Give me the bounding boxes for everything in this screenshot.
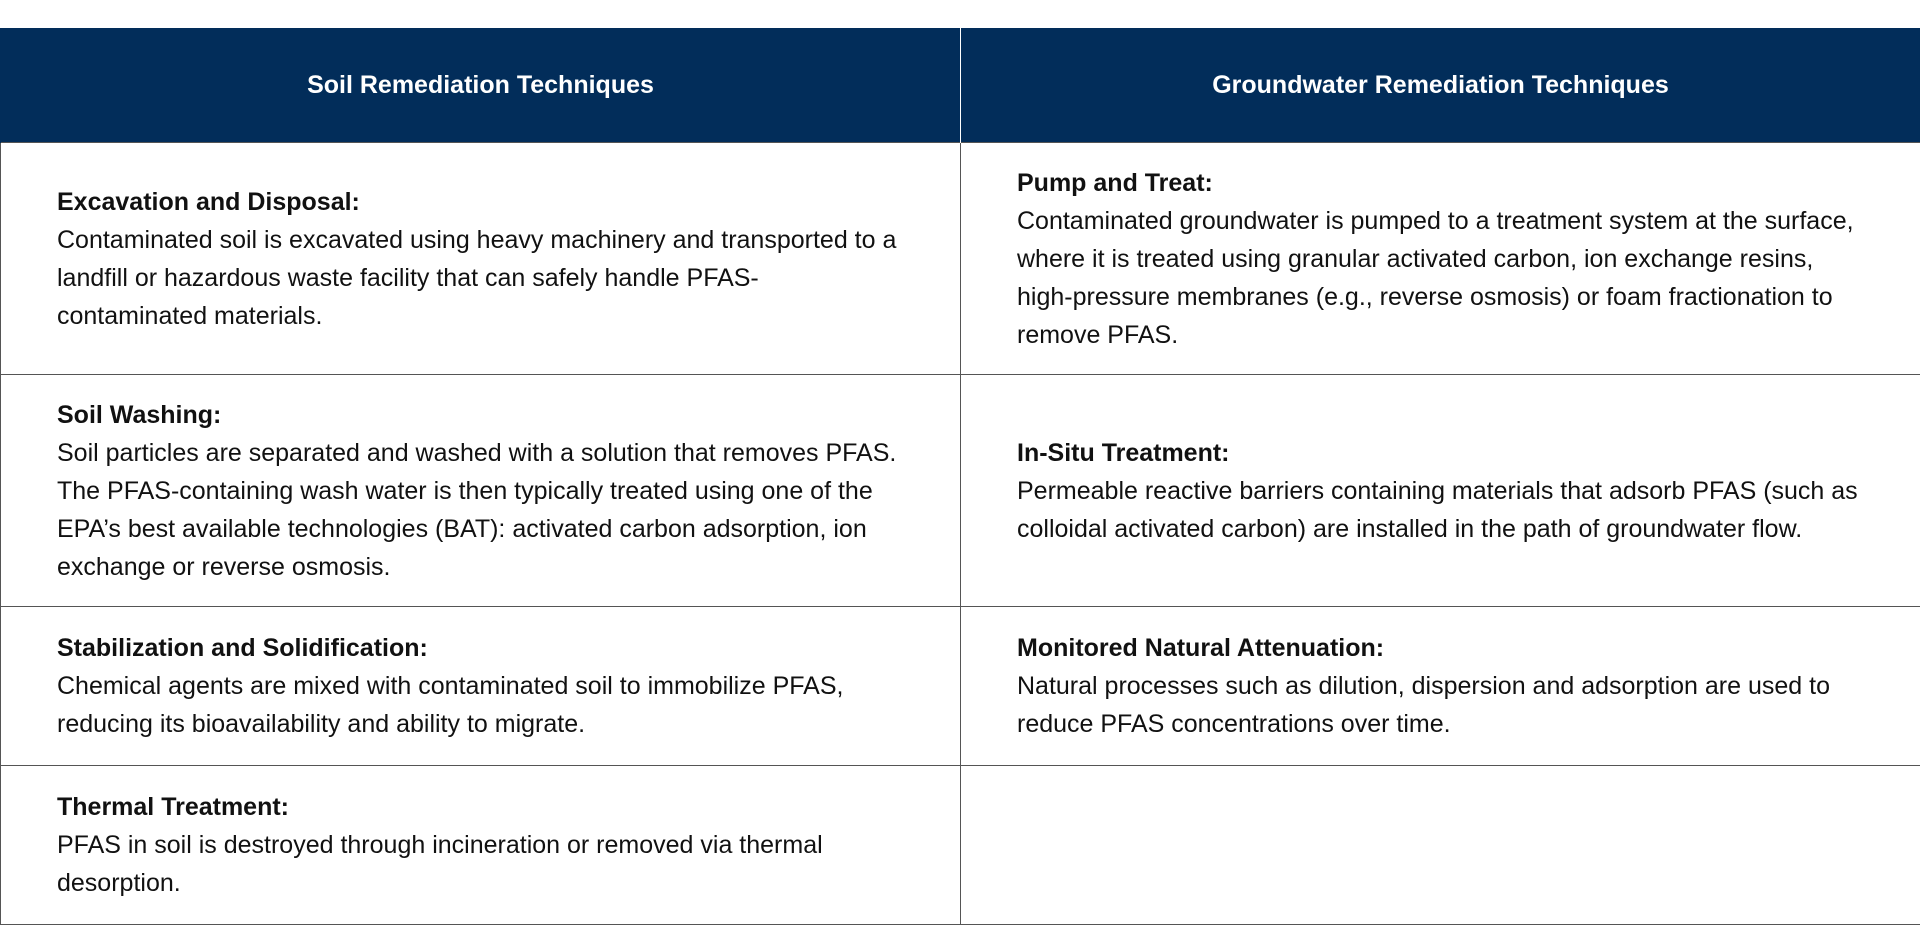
remediation-techniques-table	[0, 28, 1920, 925]
technique-title: Monitored Natural Attenuation:	[1017, 634, 1385, 662]
soil-cell	[1, 375, 961, 607]
groundwater-column-header: Groundwater Remediation Techniques	[961, 28, 1920, 143]
technique-description: Soil particles are separated and washed with a solution that removes PFAS. The PFAS-containing wash water is then typically treated using one of the EPA’s best available technologies (BAT): activated carbon adsorption, ion exchange or reverse osmosis.	[57, 438, 897, 581]
technique-description: Contaminated soil is excavated using heavy machinery and transported to a landfill or hazardous waste facility that can safely handle PFAS-contaminated materials.	[57, 225, 897, 330]
soil-cell	[1, 143, 961, 375]
technique-title: Pump and Treat:	[1017, 168, 1213, 197]
technique-title: Stabilization and Solidification:	[57, 634, 428, 662]
technique-description: Permeable reactive barriers containing materials that adsorb PFAS (such as colloidal activated carbon) are installed in the path of groundwater flow.	[1017, 476, 1858, 543]
table-row	[1, 607, 1920, 766]
technique-description: Chemical agents are mixed with contaminated soil to immobilize PFAS, reducing its bioavailability and ability to migrate.	[57, 672, 844, 738]
groundwater-cell	[961, 375, 1920, 607]
technique-description: PFAS in soil is destroyed through incineration or removed via thermal desorption.	[57, 831, 823, 897]
remediation-table-container	[0, 28, 1920, 925]
table-header-row	[1, 28, 1920, 143]
groundwater-cell	[961, 607, 1920, 766]
table-row	[1, 766, 1920, 925]
technique-title: Thermal Treatment:	[57, 793, 290, 821]
technique-description: Contaminated groundwater is pumped to a treatment system at the surface, where it is treated using granular activated carbon, ion exchange resins, high-pressure membranes (e.g., reverse osmosis) or foam fractionation to remove PFAS.	[1017, 206, 1854, 349]
soil-cell	[1, 766, 961, 925]
soil-column-header: Soil Remediation Techniques	[1, 28, 961, 143]
table-row	[1, 375, 1920, 607]
technique-description: Natural processes such as dilution, dispersion and adsorption are used to reduce PFAS concentrations over time.	[1017, 672, 1830, 738]
technique-title: In-Situ Treatment:	[1017, 438, 1230, 467]
table-row	[1, 143, 1920, 375]
soil-cell	[1, 607, 961, 766]
groundwater-cell	[961, 143, 1920, 375]
groundwater-cell-empty	[961, 766, 1920, 925]
technique-title: Soil Washing:	[57, 400, 222, 429]
technique-title: Excavation and Disposal:	[57, 187, 360, 216]
